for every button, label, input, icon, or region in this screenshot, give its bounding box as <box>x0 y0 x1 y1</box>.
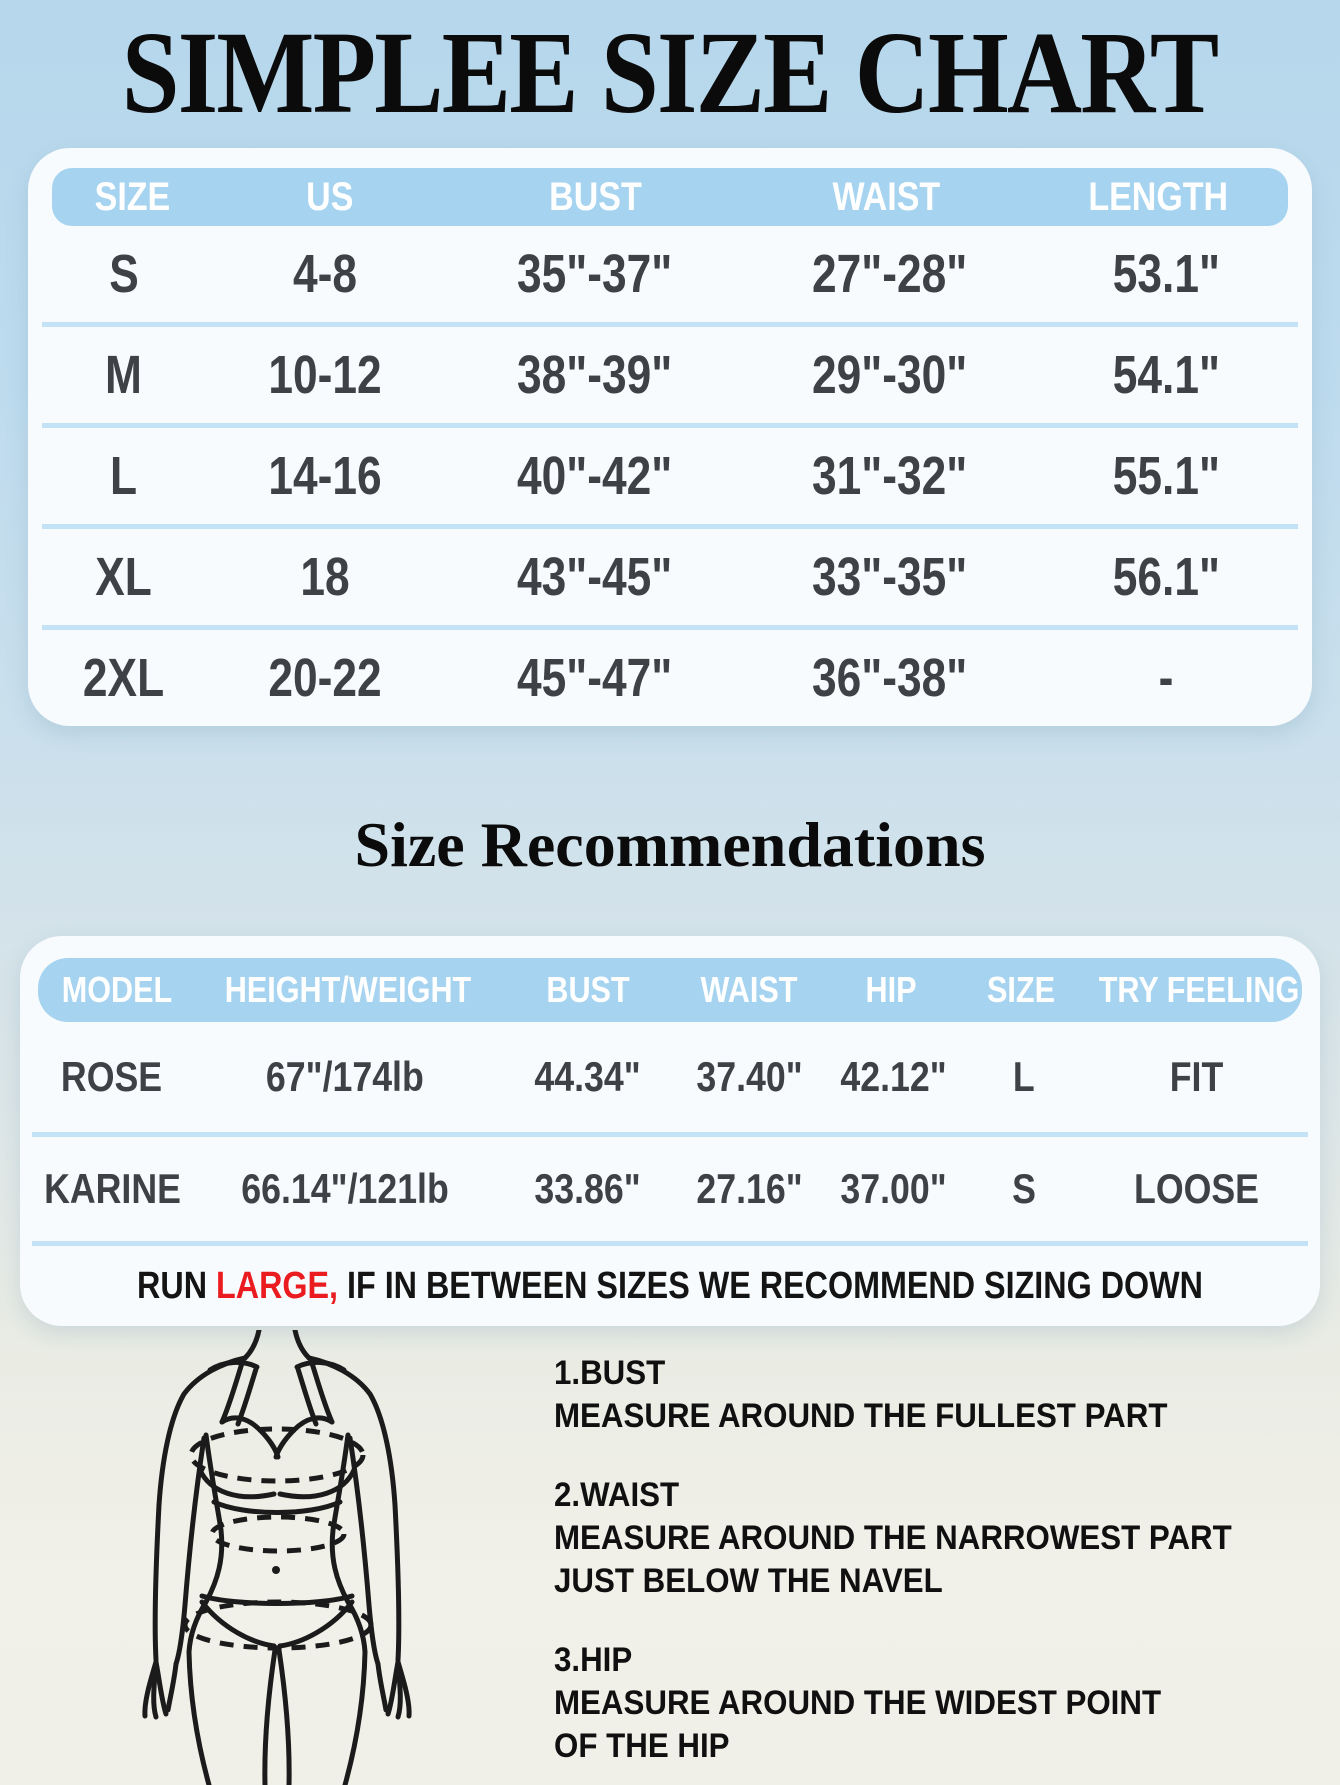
table-cell: 54.1" <box>1112 345 1220 405</box>
table-cell: 2XL <box>83 648 165 708</box>
figure-bra-cup <box>276 1418 332 1457</box>
figure-bra-cup <box>222 1418 278 1457</box>
table-cell: 33"-35" <box>812 547 968 607</box>
instruction-line: MEASURE AROUND THE NARROWEST PART <box>554 1519 1232 1558</box>
table-cell: 42.12" <box>840 1053 947 1101</box>
table-cell: L <box>1013 1053 1035 1101</box>
column-header-length: LENGTH <box>1088 174 1229 219</box>
table-cell: S <box>108 244 139 304</box>
column-header-waist: WAIST <box>832 174 941 219</box>
table-row-2xl <box>42 630 1298 726</box>
instruction-line: JUST BELOW THE NAVEL <box>554 1562 943 1601</box>
figure-leg <box>265 1650 275 1785</box>
table-row-karine <box>32 1137 1308 1246</box>
figure-navel <box>272 1566 280 1574</box>
table-cell: 66.14"/121lb <box>240 1165 449 1213</box>
figure-bra-band <box>214 1502 340 1513</box>
instruction-heading: 2.WAIST <box>554 1476 680 1515</box>
instruction-heading: 3.HIP <box>554 1641 633 1680</box>
column-header-try-feeling: TRY FEELING <box>1098 969 1300 1011</box>
figure-hand <box>168 1664 176 1710</box>
fit-note <box>32 1246 1308 1326</box>
figure-hand <box>388 1662 398 1714</box>
table-cell: 10-12 <box>267 345 382 405</box>
figure-hand <box>156 1662 166 1714</box>
size-recommendations-title: Size Recommendations <box>354 809 986 880</box>
table-cell: 44.34" <box>533 1053 641 1101</box>
instruction-line: MEASURE AROUND THE FULLEST PART <box>554 1397 1168 1436</box>
figure-leg <box>279 1650 289 1785</box>
table-cell: 29"-30" <box>812 345 968 405</box>
figure-leg <box>345 1652 365 1785</box>
page-title-text: SIMPLEE SIZE CHART <box>122 7 1218 138</box>
instruction-bust <box>554 1352 1291 1438</box>
hip-measure-line <box>185 1602 371 1648</box>
figure-underwear <box>202 1602 274 1646</box>
table-cell: 4-8 <box>292 244 357 304</box>
column-header-height-weight: HEIGHT/WEIGHT <box>224 969 471 1011</box>
table-cell: 31"-32" <box>812 446 968 506</box>
table-cell: LOOSE <box>1133 1165 1259 1213</box>
figure-hand <box>378 1664 386 1710</box>
table-cell: ROSE <box>61 1053 163 1101</box>
table-cell: L <box>110 446 138 506</box>
figure-bra-strap <box>298 1369 316 1424</box>
fit-note-suffix: IF IN BETWEEN SIZES WE RECOMMEND SIZING DOWN <box>338 1264 1203 1307</box>
table-cell: FIT <box>1169 1053 1224 1101</box>
table-cell: 43"-45" <box>516 547 673 607</box>
table-cell: 40"-42" <box>516 446 673 506</box>
column-header-bust: BUST <box>546 969 630 1011</box>
column-header-us: US <box>306 174 354 219</box>
table-cell: 37.00" <box>840 1165 947 1213</box>
fit-note-prefix: RUN <box>137 1264 216 1307</box>
table-cell: 27.16" <box>696 1165 803 1213</box>
fit-note-highlight: LARGE, <box>215 1264 339 1307</box>
size-chart-card <box>28 148 1312 726</box>
figure-neck <box>295 1330 309 1358</box>
body-figure-icon <box>126 1330 426 1785</box>
table-cell: 37.40" <box>696 1053 803 1101</box>
table-cell: M <box>105 345 143 405</box>
table-cell: 14-16 <box>267 446 382 506</box>
table-cell: S <box>1012 1165 1036 1213</box>
instruction-heading: 1.BUST <box>554 1354 666 1393</box>
table-row-s <box>42 226 1298 327</box>
measuring-guide-section <box>0 1330 1340 1785</box>
figure-neck <box>245 1330 259 1358</box>
table-cell: - <box>1158 648 1174 708</box>
table-row-l <box>42 428 1298 529</box>
figure-bra-strap <box>238 1369 256 1424</box>
page-title <box>0 0 1340 138</box>
size-chart-header-row <box>52 168 1288 226</box>
table-cell: 36"-38" <box>812 648 968 708</box>
column-header-bust: BUST <box>549 174 643 219</box>
instruction-line: OF THE HIP <box>554 1727 730 1766</box>
table-cell: 18 <box>299 547 350 607</box>
table-cell: 53.1" <box>1112 244 1220 304</box>
column-header-size: SIZE <box>94 174 171 219</box>
measuring-instructions <box>554 1330 1291 1785</box>
column-header-size: SIZE <box>986 969 1055 1011</box>
column-header-model: MODEL <box>61 969 173 1011</box>
table-cell: 20-22 <box>267 648 382 708</box>
table-cell: 35"-37" <box>516 244 673 304</box>
body-measurement-figure <box>126 1330 426 1785</box>
table-cell: XL <box>95 547 152 607</box>
table-row-rose <box>32 1022 1308 1137</box>
waist-measure-line <box>212 1517 344 1551</box>
instruction-hip <box>554 1639 1291 1768</box>
column-header-hip: HIP <box>865 969 917 1011</box>
instruction-waist <box>554 1474 1291 1603</box>
table-cell: 33.86" <box>533 1165 641 1213</box>
instruction-line: MEASURE AROUND THE WIDEST POINT <box>554 1684 1162 1723</box>
column-header-waist: WAIST <box>700 969 798 1011</box>
table-cell: 55.1" <box>1112 446 1220 506</box>
table-cell: 67"/174lb <box>265 1053 424 1101</box>
table-cell: 45"-47" <box>516 648 673 708</box>
table-cell: 56.1" <box>1112 547 1220 607</box>
table-cell: KARINE <box>44 1165 181 1213</box>
table-cell: 38"-39" <box>516 345 673 405</box>
recommendations-card <box>20 936 1320 1326</box>
recommendations-header-row <box>38 958 1302 1022</box>
table-cell: 27"-28" <box>812 244 968 304</box>
table-row-xl <box>42 529 1298 630</box>
table-row-m <box>42 327 1298 428</box>
figure-leg <box>189 1652 209 1785</box>
